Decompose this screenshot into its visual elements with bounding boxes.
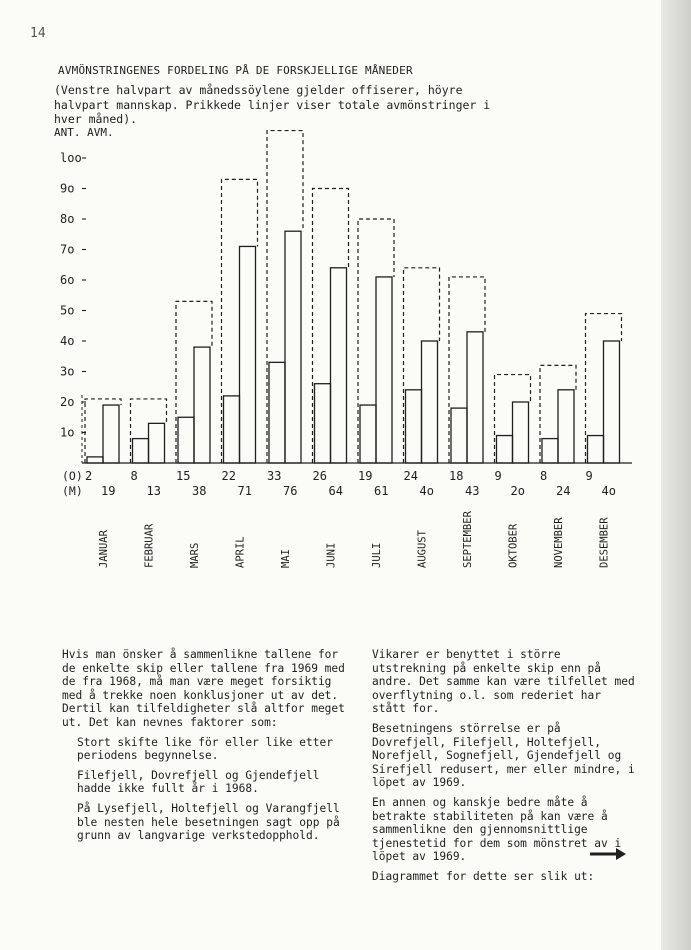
bar-officers bbox=[87, 457, 103, 463]
bar-officers bbox=[133, 439, 149, 463]
bar-officers bbox=[497, 436, 513, 463]
bar-crew bbox=[103, 405, 119, 463]
bar-officers bbox=[542, 439, 558, 463]
y-axis-title: ANT. AVM. bbox=[54, 126, 114, 139]
value-label-crew: 43 bbox=[465, 484, 480, 498]
month-label: SEPTEMBER bbox=[462, 511, 474, 568]
value-label-crew: 24 bbox=[556, 484, 571, 498]
y-tick-label: 5o bbox=[60, 303, 75, 318]
paragraph: Filefjell, Dovrefjell og Gjendefjell hadde ikke fullt år i 1968. bbox=[77, 768, 320, 796]
y-tick-label: 8o bbox=[60, 212, 75, 226]
page-number: 14 bbox=[30, 26, 46, 41]
bar-crew bbox=[422, 341, 438, 463]
month-label: JUNI bbox=[325, 542, 338, 568]
month-label: JULI bbox=[371, 542, 383, 568]
month-label: JANUAR bbox=[98, 530, 110, 568]
value-label-officers: 22 bbox=[221, 469, 236, 483]
bar-crew bbox=[331, 268, 347, 463]
month-label: NOVEMBER bbox=[553, 517, 565, 568]
bar-crew bbox=[149, 423, 165, 463]
bar-crew bbox=[194, 347, 210, 463]
paragraph: Besetningens störrelse er på Dovrefjell, Filefjell, Holtefjell, Norefjell, Sognefjell, Gjendefjell og Sirefjell redusert, mer eller mindre, i löpet av 1969. bbox=[372, 721, 635, 790]
row-label-officers: (O) bbox=[62, 469, 83, 483]
y-tick-label: 4o bbox=[60, 334, 75, 348]
month-label: AUGUST bbox=[416, 530, 429, 568]
value-label-officers: 18 bbox=[449, 469, 464, 483]
bar-officers bbox=[406, 390, 422, 463]
bar-officers bbox=[588, 436, 604, 463]
bar-officers bbox=[269, 362, 285, 463]
value-label-officers: 26 bbox=[312, 469, 327, 483]
y-tick-label: loo bbox=[60, 151, 82, 165]
y-tick-label: 6o bbox=[60, 273, 75, 287]
value-label-crew: 38 bbox=[192, 484, 207, 498]
value-label-crew: 64 bbox=[328, 484, 343, 498]
value-label-crew: 76 bbox=[283, 484, 298, 498]
bar-crew bbox=[376, 277, 392, 463]
text-column-left bbox=[62, 648, 348, 849]
bar-crew bbox=[467, 332, 483, 463]
bar-officers bbox=[224, 396, 240, 463]
bar-officers bbox=[360, 405, 376, 463]
month-label: MAI bbox=[280, 549, 292, 568]
paragraph: Stort skifte like för eller like etter periodens begynnelse. bbox=[77, 735, 333, 763]
value-label-officers: 8 bbox=[130, 469, 138, 483]
bar-crew bbox=[513, 402, 529, 463]
bar-crew bbox=[558, 390, 574, 463]
value-labels bbox=[62, 469, 616, 498]
value-label-officers: 9 bbox=[494, 469, 502, 483]
bar-crew bbox=[604, 341, 620, 463]
y-tick-label: 3o bbox=[60, 364, 75, 379]
value-label-officers: 8 bbox=[540, 469, 548, 483]
month-labels bbox=[98, 510, 611, 568]
value-label-crew: 2o bbox=[510, 484, 525, 498]
value-label-crew: 61 bbox=[374, 484, 389, 498]
row-label-crew: (M) bbox=[62, 484, 83, 498]
value-label-officers: 9 bbox=[585, 469, 593, 483]
value-label-crew: 19 bbox=[101, 484, 116, 498]
paragraph: Vikarer er benyttet i större utstrekning på enkelte skip enn på andre. Det samme kan være tilfellet med overflytning o.l. som rederiet har stått for. bbox=[372, 648, 635, 716]
y-tick-label: 9o bbox=[60, 181, 75, 196]
value-label-officers: 15 bbox=[176, 469, 191, 483]
y-tick-label: 2o bbox=[60, 395, 75, 409]
y-tick-label: 1o bbox=[60, 425, 75, 440]
value-label-crew: 4o bbox=[419, 484, 434, 498]
bar-officers bbox=[178, 417, 194, 463]
y-tick-label: 7o bbox=[60, 242, 75, 257]
bar-officers bbox=[315, 384, 331, 463]
arrow-right-icon bbox=[588, 843, 628, 865]
bar-crew bbox=[285, 231, 301, 463]
value-label-officers: 24 bbox=[403, 469, 418, 483]
bar-officers bbox=[451, 408, 467, 463]
paragraph: En annen og kanskje bedre måte å betrakte stabiliteten på kan være å sammenlikne den gjennomsnittlige tjenestetid for dem som mönstret av i löpet av 1969. bbox=[372, 795, 622, 864]
month-label: APRIL bbox=[234, 536, 247, 568]
chart-title: AVMÖNSTRINGENES FORDELING PÅ DE FORSKJELLIGE MÅNEDER bbox=[58, 64, 413, 77]
paragraph: Diagrammet for dette ser slik ut: bbox=[372, 869, 595, 883]
value-label-crew: 4o bbox=[601, 484, 616, 498]
value-label-crew: 13 bbox=[146, 484, 161, 498]
paragraph: På Lysefjell, Holtefjell og Varangfjell ble nesten hele besetningen sagt opp på grunn av langvarige verkstedopphold. bbox=[77, 801, 340, 843]
value-label-officers: 19 bbox=[358, 469, 373, 483]
value-label-officers: 2 bbox=[85, 469, 93, 483]
value-label-crew: 71 bbox=[237, 484, 252, 498]
month-label: FEBRUAR bbox=[143, 523, 156, 568]
month-label: MARS bbox=[189, 542, 201, 568]
month-label: OKTOBER bbox=[507, 523, 520, 568]
chart-subtitle: (Venstre halvpart av månedssöylene gjelder offiserer, höyre halvpart mannskap. Prikkede linjer viser totale avmönstringer i hver måned). bbox=[54, 83, 491, 126]
bars bbox=[85, 131, 622, 463]
paragraph: Hvis man önsker å sammenlikne tallene for de enkelte skip eller tallene fra 1969 med de fra 1968, må man være meget forsiktig med å trekke noen konklusjoner ut av det. Dertil kan tilfeldigheter slå altfor meget ut. Det kan nevnes faktorer som: bbox=[62, 648, 345, 729]
value-label-officers: 33 bbox=[267, 469, 282, 483]
month-label: DESEMBER bbox=[598, 517, 611, 568]
bar-crew bbox=[240, 246, 256, 463]
